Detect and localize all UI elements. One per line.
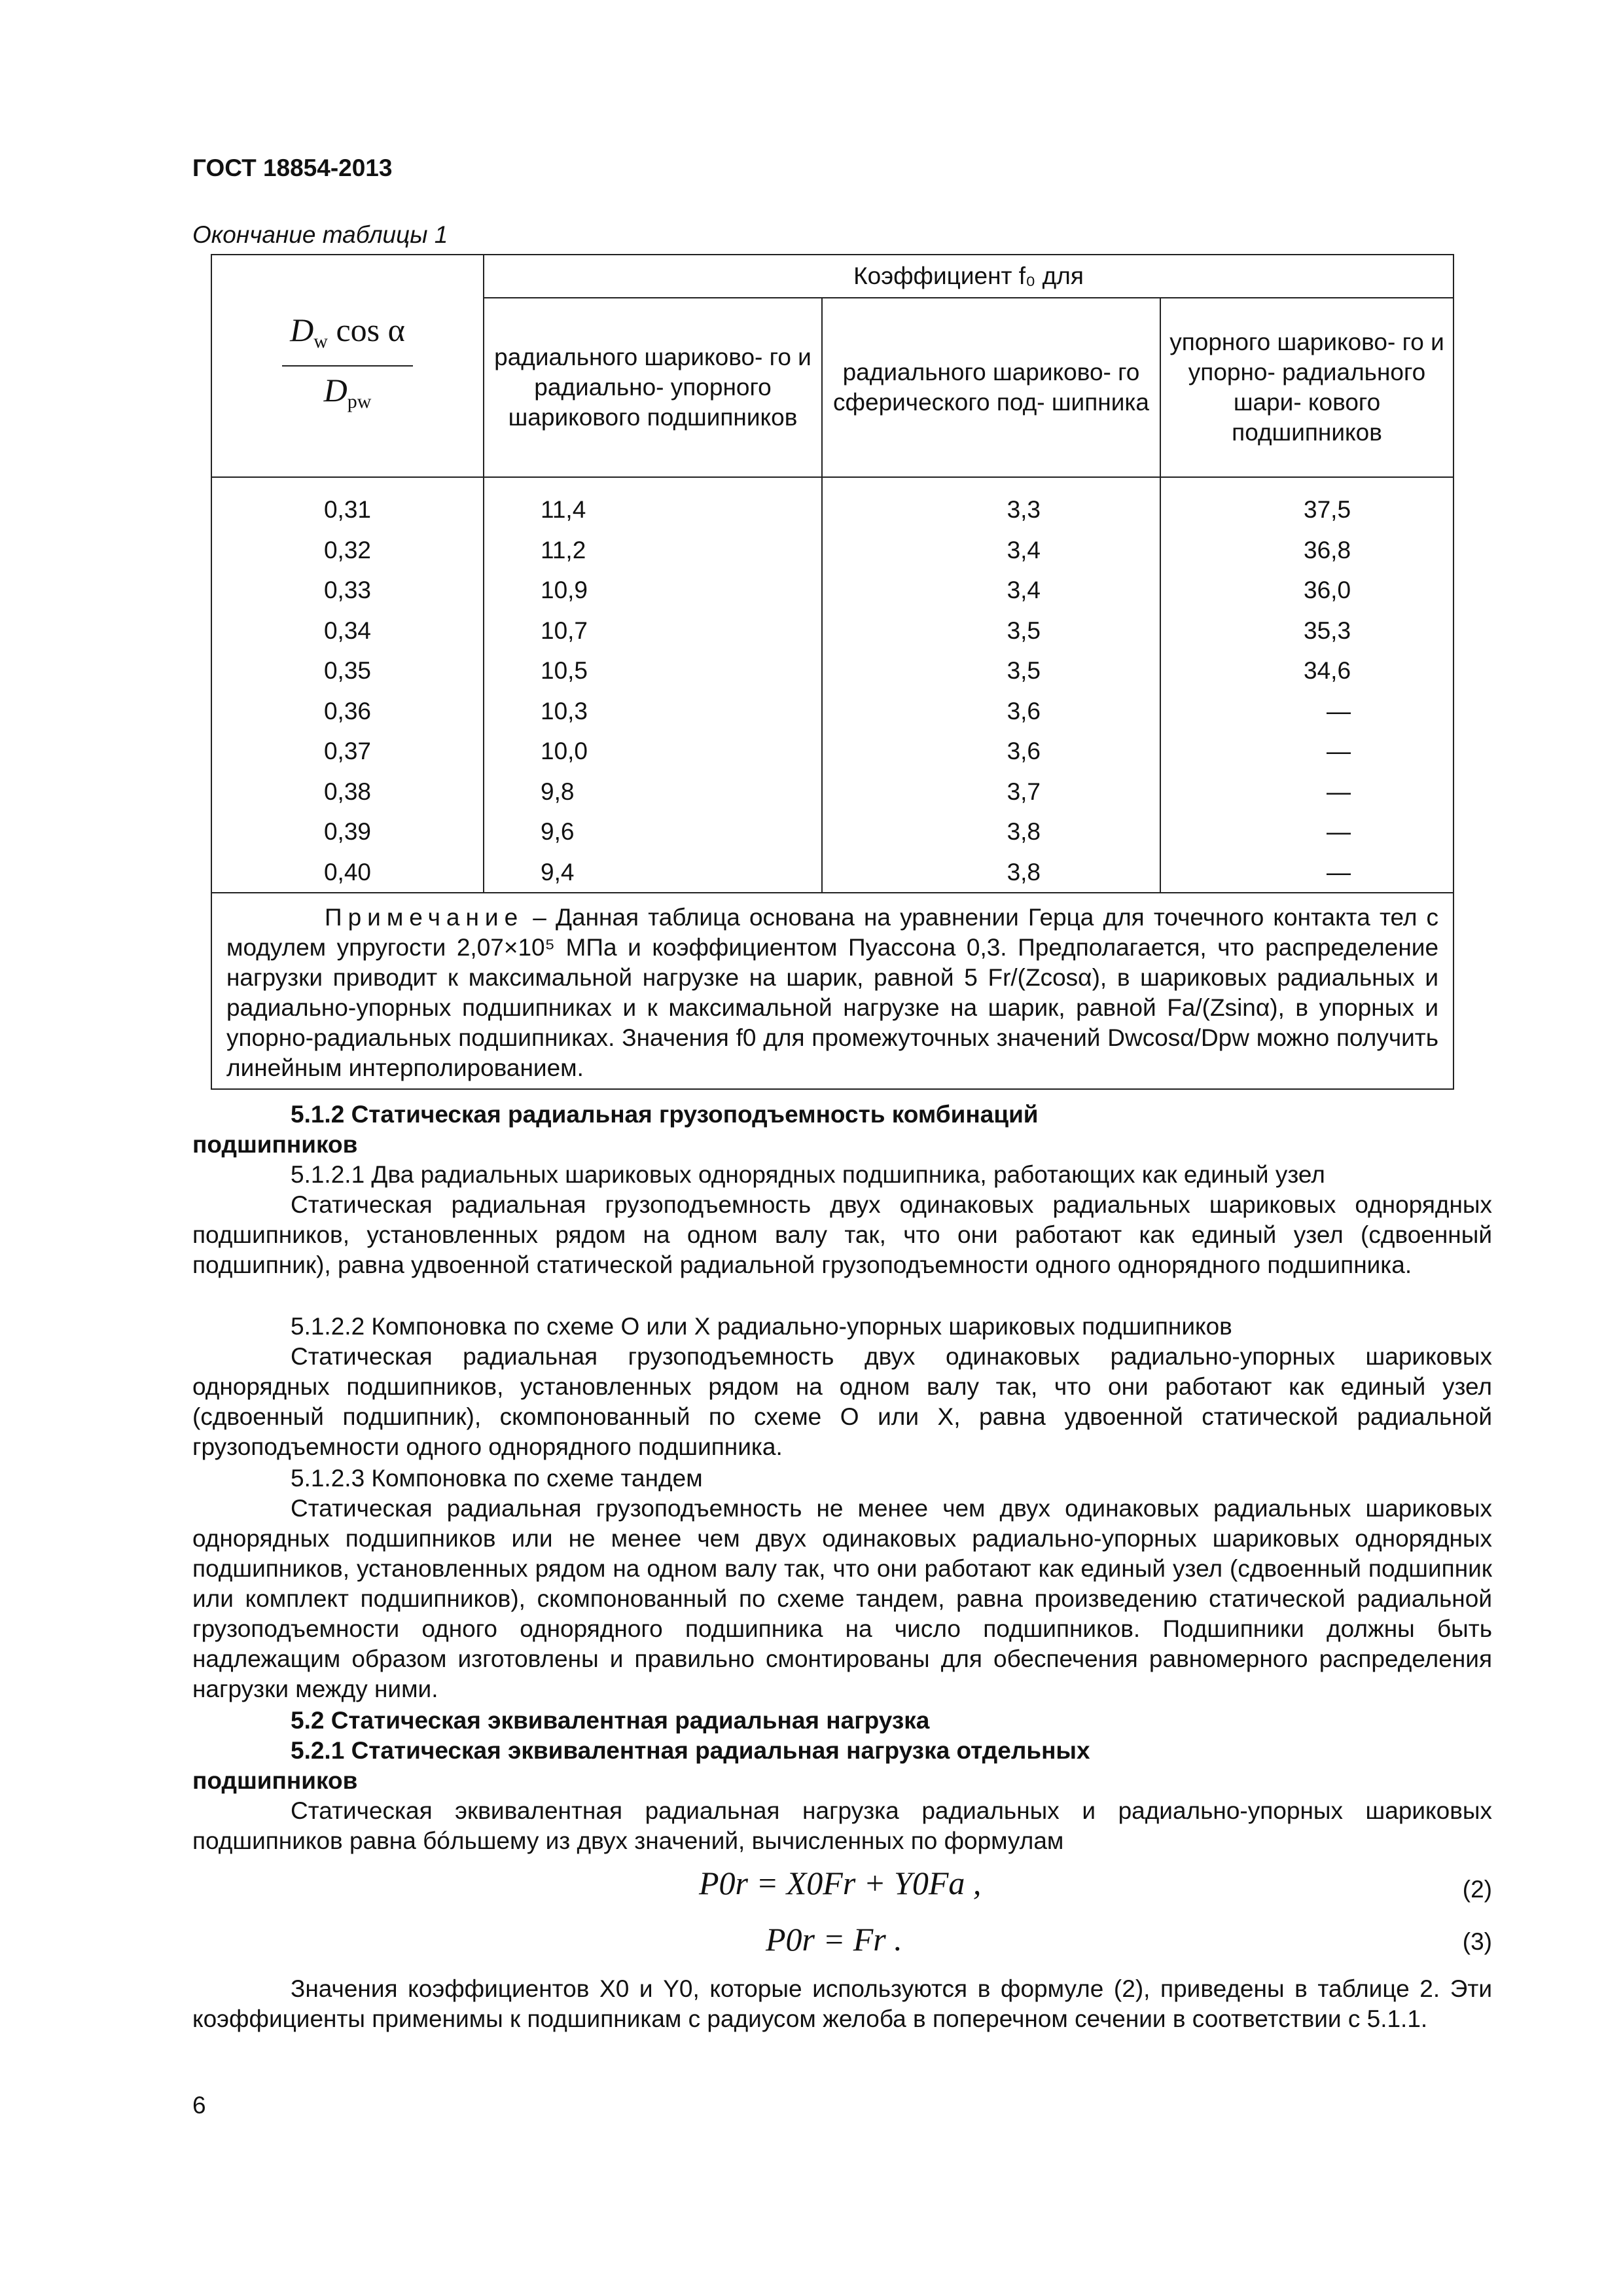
table-note: [211, 893, 1454, 1089]
section-5-1-2-1-title: 5.1.2.1 Два радиальных шариковых однорядных подшипника, работающих как единый узел: [291, 1161, 1325, 1188]
col-header-radial: радиального шариково- го и радиально- упорного шарикового подшипников: [484, 298, 822, 477]
table-cell: 3,8: [1007, 818, 1041, 845]
ratio-header: [211, 255, 484, 477]
fraction-bar: [282, 365, 413, 367]
table-cell: 0,39: [323, 818, 371, 845]
section-5-2-1-title: 5.2.1 Статическая эквивалентная радиальная нагрузка отдельных: [291, 1737, 1090, 1764]
section-5-2-title: 5.2 Статическая эквивалентная радиальная нагрузка: [291, 1707, 930, 1734]
table-cell: 3,5: [1007, 657, 1041, 684]
table-cell: 3,6: [1007, 697, 1041, 725]
table-cell: 10,7: [541, 617, 588, 644]
table-cell: 0,31: [323, 496, 371, 523]
col-header-spherical: радиального шариково- го сферического под- шипника: [822, 298, 1160, 477]
table-cell: —: [1327, 778, 1351, 805]
table-cell: 0,32: [323, 536, 371, 564]
thrust-column: [1160, 477, 1454, 893]
table-cell: 0,37: [323, 738, 371, 764]
section-5-1-2-1-text: Статическая радиальная грузоподъемность двух одинаковых радиальных шариковых однорядных подшипников, установленных рядом на одном валу так, что они работают как единый узел (сдвоенный подшипник), равна удвоенной статической радиальной грузоподъемности одного однорядного подшипника.: [192, 1191, 1492, 1278]
table-cell: 3,6: [1007, 738, 1041, 764]
section-5-1-2-title-cont: подшипников: [192, 1131, 358, 1158]
equation-2: P0r = X0Fr + Y0Fa ,: [699, 1865, 982, 1901]
final-paragraph: Значения коэффициентов X0 и Y0, которые используются в формуле (2), приведены в таблице 2. Эти коэффициенты применимы к подшипникам с радиусом желоба в поперечном сечении в соответствии с 5.1.1.: [192, 1975, 1492, 2032]
table-cell: 3,4: [1007, 577, 1041, 603]
table-cell: 36,8: [1304, 536, 1351, 564]
section-5-1-2-3-text: Статическая радиальная грузоподъемность не менее чем двух одинаковых радиальных шариковых однорядных подшипников или не менее чем двух одинаковых радиально-упорных шариковых однорядных подшипников, установленных рядом на одном валу так, что они работают как единый узел (сдвоенный подшипник или комплект подшипников), скомпонованный по схеме тандем, равна произведению статической радиальной грузоподъемности одного однорядного подшипника на число подшипников. Подшипники должны быть надлежащим образом изготовлены и правильно смонтированы для обеспечения равномерного распределения нагрузки между ними.: [192, 1495, 1492, 1702]
spherical-column: [822, 477, 1160, 893]
table-cell: —: [1327, 697, 1351, 725]
table-cell: 3,4: [1007, 536, 1041, 564]
table-cell: —: [1327, 858, 1351, 886]
note-label: Примечание: [325, 904, 524, 931]
page-number: 6: [192, 2092, 206, 2119]
table-cell: 0,34: [323, 617, 371, 644]
table-cell: 3,5: [1007, 617, 1041, 644]
table-cell: 0,36: [323, 697, 371, 725]
ratio-numerator: $D_w$ cos α: [290, 312, 405, 352]
table-cell: 11,4: [541, 496, 586, 523]
table-cell: 10,5: [541, 657, 588, 684]
table-cell: 10,3: [541, 697, 588, 725]
section-5-2-1-title-cont: подшипников: [192, 1767, 358, 1794]
radial-column: [484, 477, 822, 893]
section-5-1-2-3-title: 5.1.2.3 Компоновка по схеме тандем: [291, 1465, 703, 1492]
ratio-column: [211, 477, 484, 893]
table-cell: 3,3: [1007, 496, 1041, 523]
table-cell: 9,8: [541, 778, 575, 805]
table-cell: 0,35: [323, 657, 371, 684]
equation-3: P0r = Fr .: [766, 1921, 902, 1958]
table-caption: Окончание таблицы 1: [192, 221, 448, 248]
table-cell: 34,6: [1304, 657, 1351, 684]
equation-2-number: (2): [1462, 1876, 1492, 1903]
table-cell: 10,9: [541, 577, 588, 603]
table-cell: 37,5: [1304, 496, 1351, 523]
note-text: – Данная таблица основана на уравнении Герца для точечного контакта тел с модулем упругости 2,07×10⁵ МПа и коэффициентом Пуассона 0,3. Предполагается, что распределение нагрузки приводит к максимальной нагрузке на шарик, равной 5 Fr/(Zcosα), в шариковых радиальных и радиально-упорных подшипниках и к максимальной нагрузке на шарик, равной Fa/(Zsinα), в упорных и упорно-радиальных подшипниках. Значения f0 для промежуточных значений Dwcosα/Dpw можно получить линейным интерполированием.: [226, 904, 1439, 1081]
equation-3-number: (3): [1462, 1928, 1492, 1955]
table-cell: 9,6: [541, 818, 575, 845]
table-cell: 0,40: [323, 858, 371, 886]
section-5-1-2-2-title: 5.1.2.2 Компоновка по схеме О или X радиально-упорных шариковых подшипников: [291, 1313, 1232, 1340]
ratio-denominator: $D_{pw}$: [323, 372, 372, 412]
group-header: Коэффициент f₀ для: [484, 255, 1454, 298]
document-header: ГОСТ 18854-2013: [192, 154, 393, 181]
col-header-thrust: упорного шариково- го и упорно- радиального шари- кового подшипников: [1160, 298, 1454, 477]
section-5-1-2-title: 5.1.2 Статическая радиальная грузоподъемность комбинаций: [291, 1101, 1039, 1128]
table-cell: 35,3: [1304, 617, 1351, 644]
table-cell: 0,38: [323, 778, 371, 805]
table-cell: 11,2: [541, 536, 586, 564]
table-cell: —: [1327, 738, 1351, 764]
table-cell: 3,7: [1007, 778, 1041, 805]
section-5-1-2-2-text: Статическая радиальная грузоподъемность двух одинаковых радиально-упорных шариковых однорядных подшипников, установленных рядом на одном валу так, что они работают как единый узел (сдвоенный подшипник), скомпонованный по схеме О или X, равна удвоенной статической радиальной грузоподъемности одного однорядного подшипника.: [192, 1343, 1492, 1460]
table-cell: 10,0: [541, 738, 588, 764]
table-cell: 9,4: [541, 858, 575, 886]
table-cell: 0,33: [323, 577, 371, 603]
table-cell: —: [1327, 818, 1351, 845]
section-5-2-1-text: Статическая эквивалентная радиальная нагрузка радиальных и радиально-упорных шариковых подшипников равна бóльшему из двух значений, вычисленных по формулам: [192, 1797, 1492, 1854]
table-cell: 36,0: [1304, 577, 1351, 603]
table-cell: 3,8: [1007, 858, 1041, 886]
coefficient-table: [211, 254, 1454, 1090]
